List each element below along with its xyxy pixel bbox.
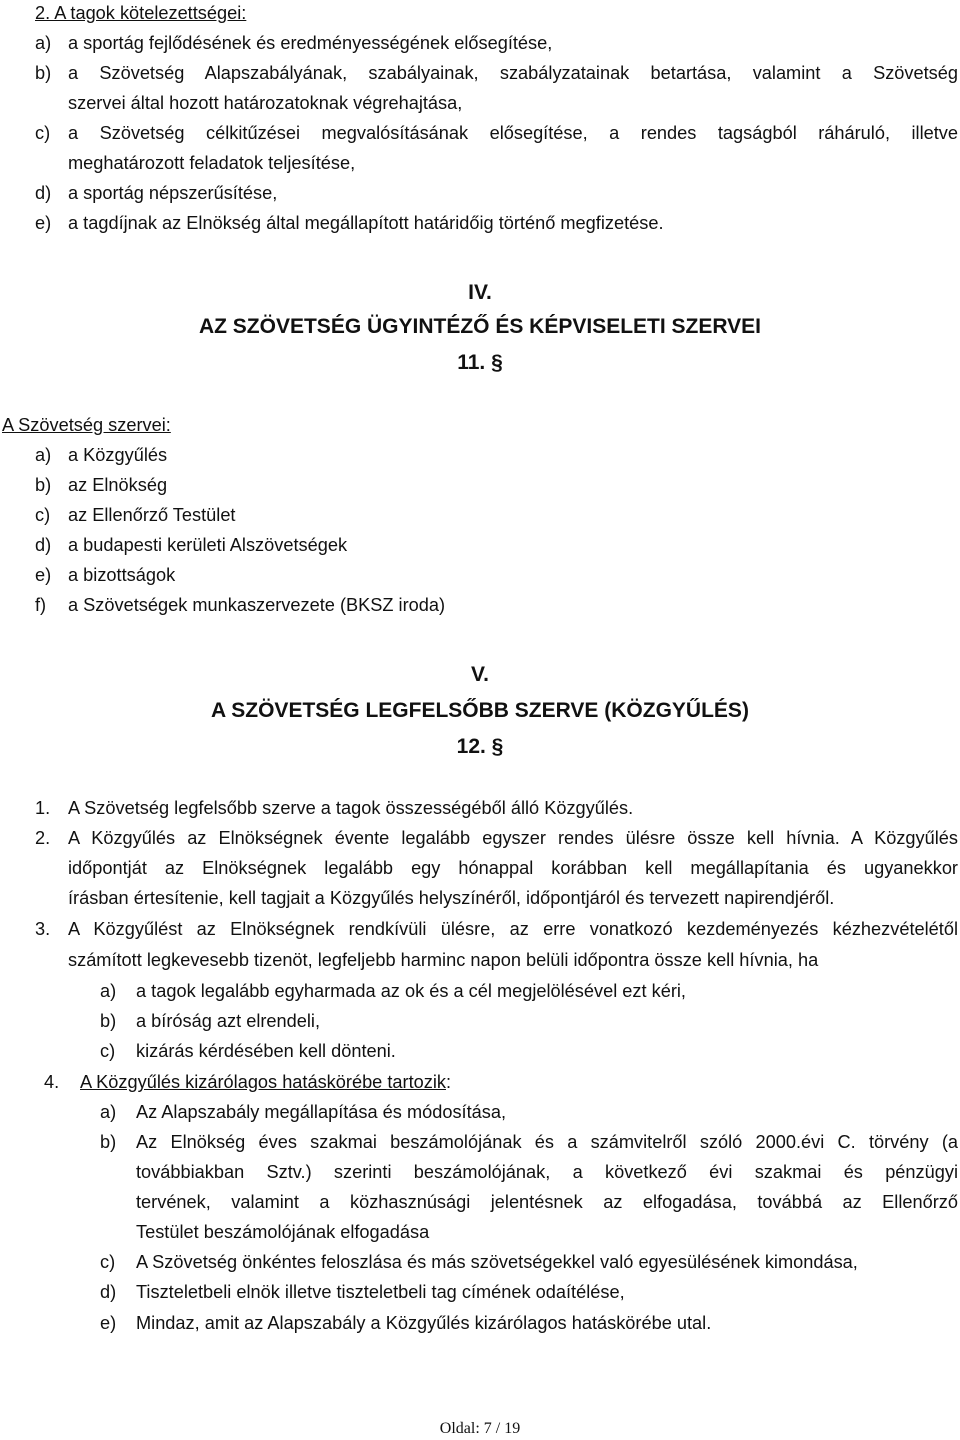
numbered-marker: 2. [35, 828, 51, 848]
page-number-footer: Oldal: 7 / 19 [439, 1420, 521, 1437]
list-item: a tagok legalább egyharmada az ok és a cél megjelölésével ezt kéri, [136, 981, 686, 1001]
numbered-paragraph-line: írásban értesítenie, kell tagjait a Közgyűlés helyszínéről, időpontjáról és tervezett napirendjéről. [68, 888, 835, 908]
numbered-marker: 4. [44, 1072, 60, 1092]
chapter-number: IV. [468, 281, 492, 304]
list-item-continuation: tervének, valamint a közhasznúsági jelentésnek az elfogadása, továbbá az Ellenőrző [136, 1192, 958, 1212]
section-title: 2. A tagok kötelezettségei: [35, 3, 247, 23]
numbered-paragraph: A Szövetség legfelsőbb szerve a tagok összességéből álló Közgyűlés. [68, 798, 634, 818]
numbered-paragraph [80, 1071, 451, 1093]
list-item: a Szövetség Alapszabályának, szabályainak, szabályzatainak betartása, valamint a Szövetség [68, 63, 958, 83]
list-marker: d) [35, 535, 52, 555]
list-item: az Elnökség [68, 475, 168, 495]
list-marker: b) [100, 1132, 117, 1152]
numbered-paragraph: A Közgyűlés az Elnökségnek évente legalább egyszer rendes ülésre össze kell hívnia. A Közgyűlés [68, 828, 958, 848]
list-item-continuation: szervei által hozott határozatoknak végrehajtása, [68, 93, 463, 113]
chapter-title: A SZÖVETSÉG LEGFELSŐBB SZERVE (KÖZGYŰLÉS) [211, 699, 749, 722]
list-marker: a) [35, 33, 52, 53]
numbered-paragraph: A Közgyűlést az Elnökségnek rendkívüli ülésre, az erre vonatkozó kezdeményezés kézhezvételétől [68, 919, 958, 939]
list-item-continuation: Testület beszámolójának elfogadása [136, 1222, 430, 1242]
list-marker: d) [35, 183, 52, 203]
list-marker: c) [35, 123, 51, 143]
list-marker: d) [100, 1282, 117, 1302]
list-item: kizárás kérdésében kell dönteni. [136, 1041, 396, 1061]
organs-intro: A Szövetség szervei: [2, 415, 171, 435]
list-item: a tagdíjnak az Elnökség által megállapított határidőig történő megfizetése. [68, 213, 664, 233]
numbered-paragraph-line: számított legkevesebb tizenöt, legfeljebb harminc napon belüli időpontra össze kell hívnia, ha [68, 950, 819, 970]
list-marker: a) [100, 981, 117, 1001]
list-item: Az Elnökség éves szakmai beszámolójának és a számvitelről szóló 2000.évi C. törvény (a [136, 1132, 958, 1152]
list-marker: b) [100, 1011, 117, 1031]
list-marker: c) [100, 1252, 116, 1272]
list-item: a bizottságok [68, 565, 176, 585]
list-item: A Szövetség önkéntes feloszlása és más szövetségekkel való egyesülésének kimondása, [136, 1252, 858, 1272]
list-item: a sportág fejlődésének és eredményességének elősegítése, [68, 33, 553, 53]
chapter-title: AZ SZÖVETSÉG ÜGYINTÉZŐ ÉS KÉPVISELETI SZERVEI [198, 315, 762, 338]
list-item: Mindaz, amit az Alapszabály a Közgyűlés kizárólagos hatáskörébe utal. [136, 1313, 712, 1333]
list-marker: e) [100, 1313, 117, 1333]
list-item: a budapesti kerületi Alszövetségek [68, 535, 348, 555]
list-marker: a) [100, 1102, 117, 1122]
competence-heading: A Közgyűlés kizárólagos hatáskörébe tartozik [80, 1072, 446, 1092]
numbered-marker: 3. [35, 919, 51, 939]
numbered-paragraph-line: időpontját az Elnökségnek legalább egy hónappal korábban kell megállapítania és ugyanekkor [68, 858, 958, 878]
list-item: a bíróság azt elrendeli, [136, 1011, 321, 1031]
list-item: a Közgyűlés [68, 445, 168, 465]
list-item: a Szövetség célkitűzései megvalósításának elősegítése, a rendes tagságból ráháruló, illetve [68, 123, 958, 143]
paragraph-number: 11. § [457, 351, 503, 374]
list-item: a sportág népszerűsítése, [68, 183, 278, 203]
competence-colon: : [445, 1072, 452, 1092]
paragraph-number: 12. § [456, 735, 504, 758]
numbered-marker: 1. [35, 798, 51, 818]
list-marker: c) [35, 505, 51, 525]
list-item: Az Alapszabály megállapítása és módosítása, [136, 1102, 507, 1122]
list-item: az Ellenőrző Testület [68, 505, 236, 525]
list-marker: e) [35, 565, 52, 585]
list-marker: a) [35, 445, 52, 465]
list-marker: b) [35, 475, 52, 495]
list-marker: c) [100, 1041, 116, 1061]
list-item: a Szövetségek munkaszervezete (BKSZ iroda) [68, 595, 446, 615]
list-item-continuation: meghatározott feladatok teljesítése, [68, 153, 356, 173]
list-marker: e) [35, 213, 52, 233]
list-marker: b) [35, 63, 52, 83]
list-marker: f) [35, 595, 47, 615]
chapter-number: V. [471, 663, 489, 686]
list-item: Tiszteletbeli elnök illetve tiszteletbeli tag címének odaítélése, [136, 1282, 625, 1302]
list-item-continuation: továbbiakban Sztv.) szerinti beszámolójának, a következő évi szakmai és pénzügyi [136, 1162, 958, 1182]
